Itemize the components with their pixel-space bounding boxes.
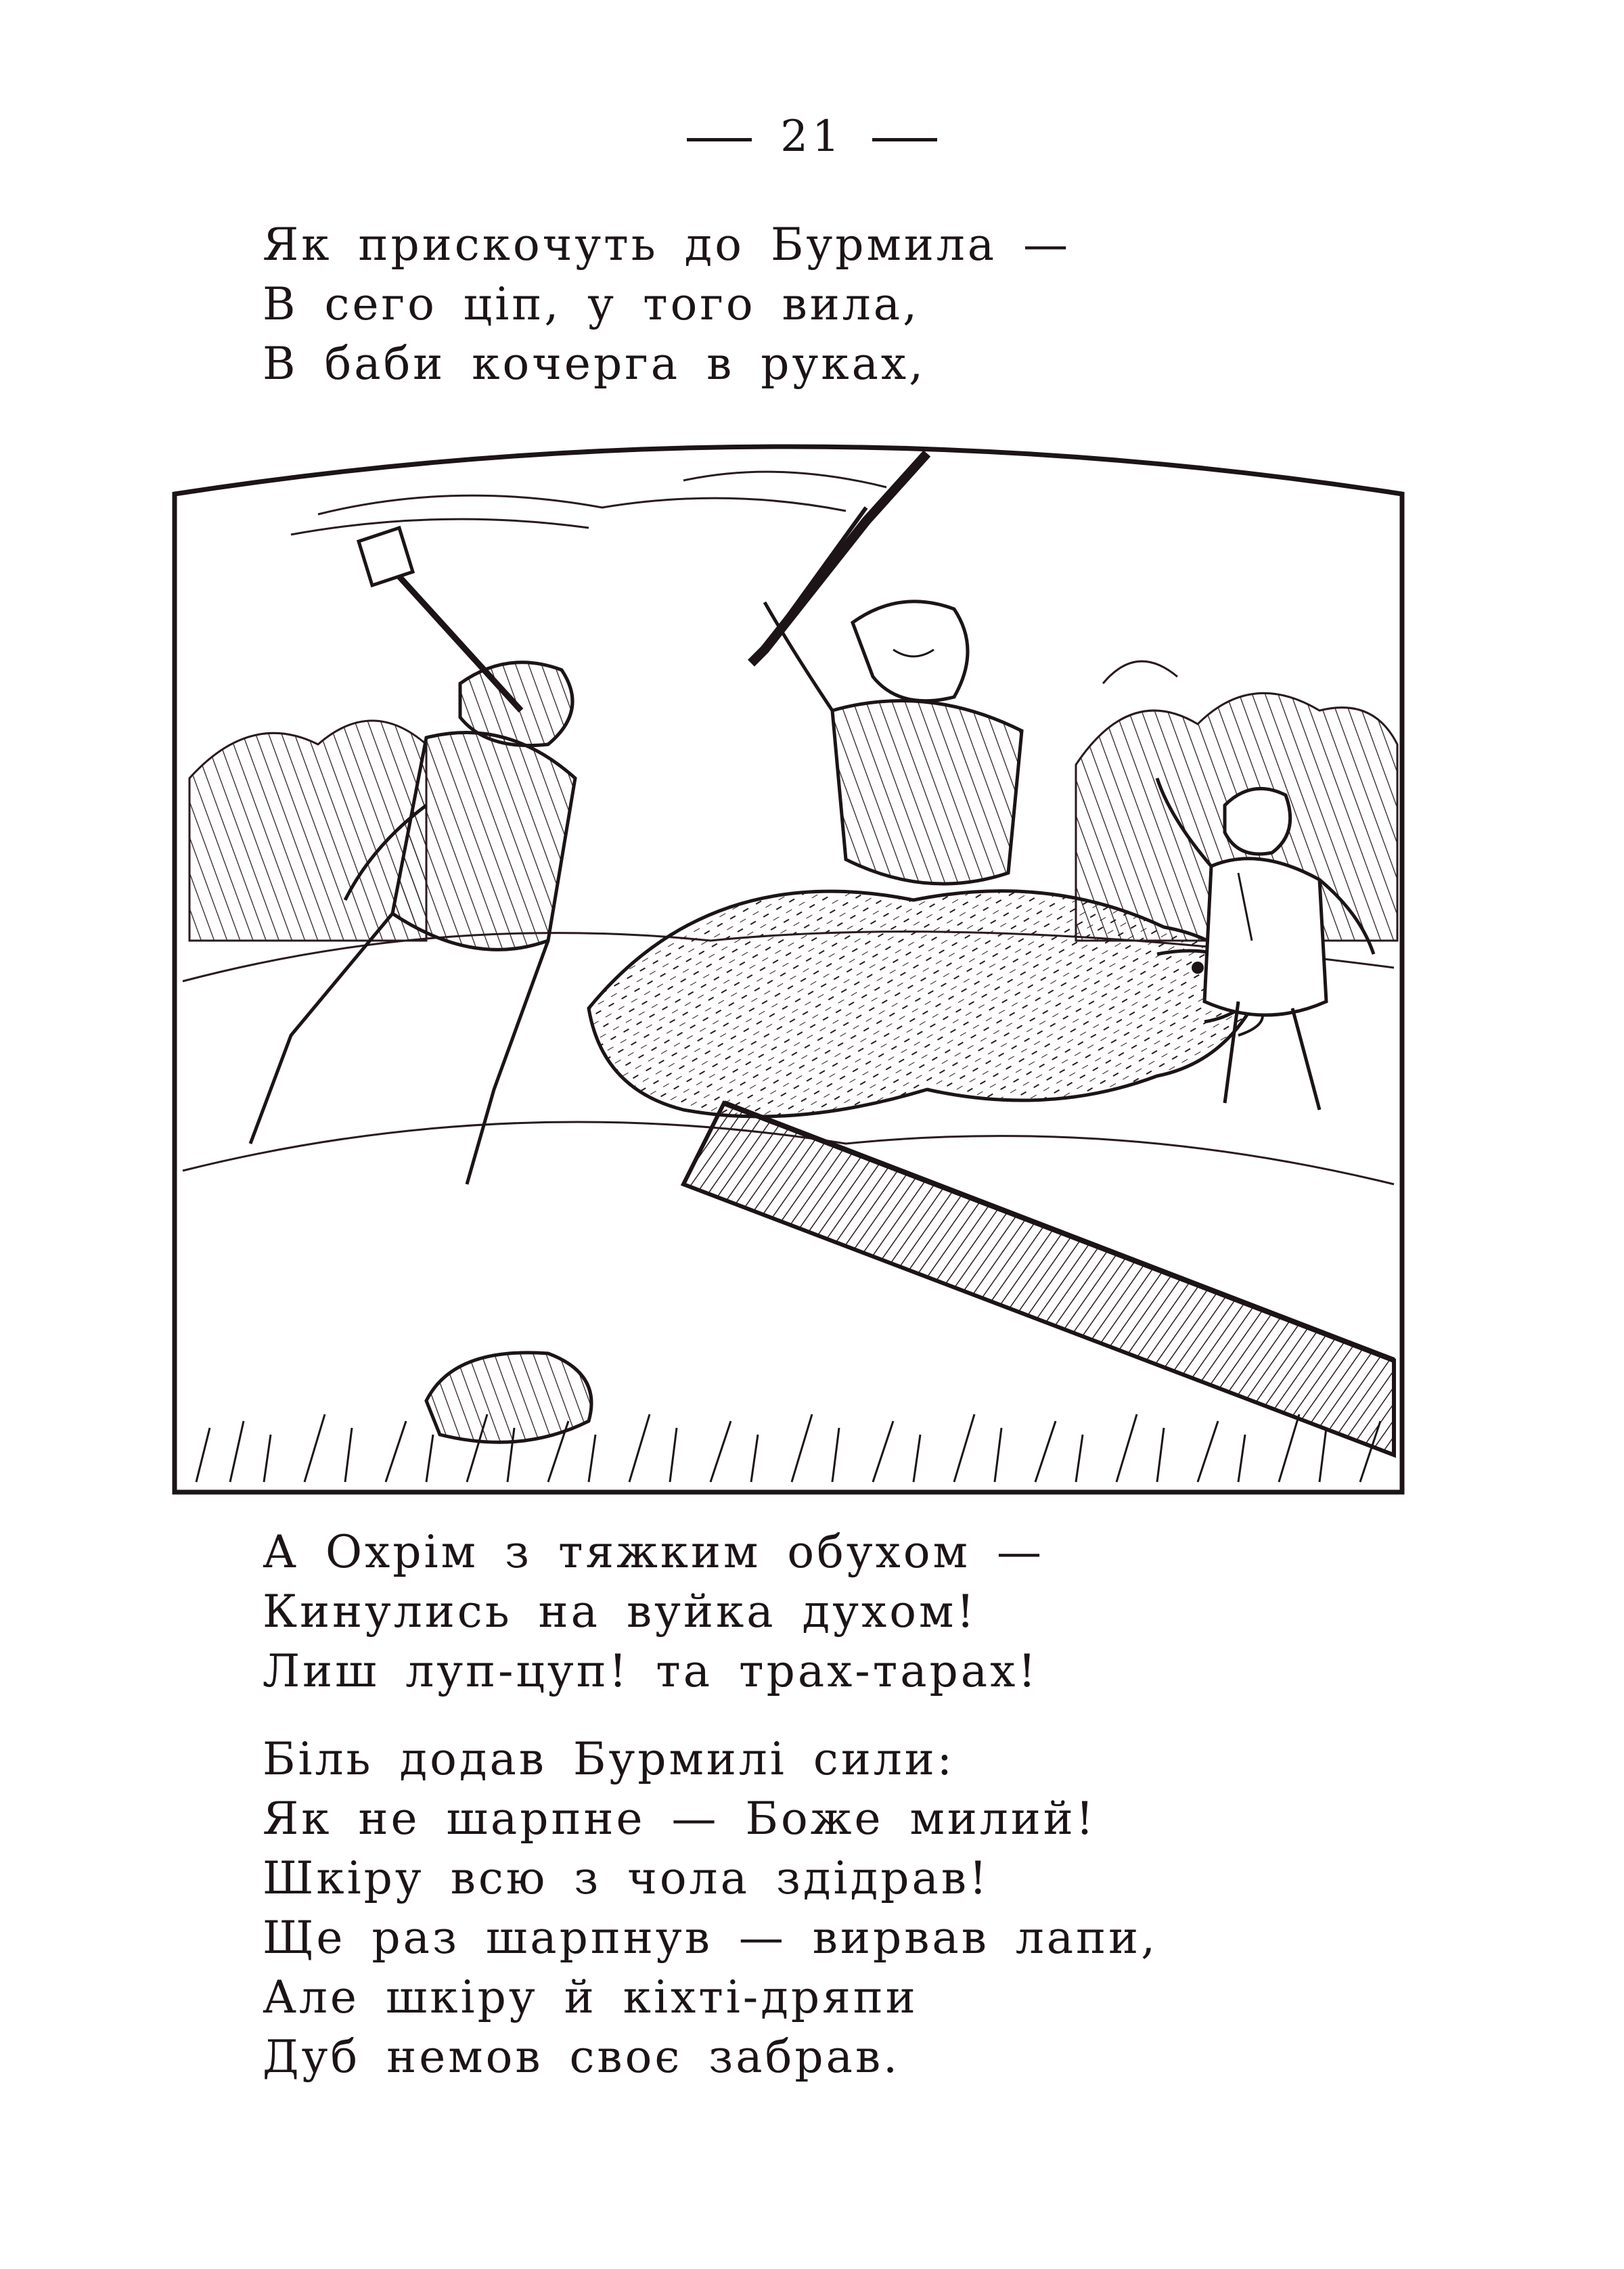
verse-line: Шкіру всю з чола здідрав! bbox=[263, 1852, 990, 1904]
verse-line: А Охрім з тяжким обухом — bbox=[263, 1526, 1044, 1578]
verse-line: Лиш луп-цуп! та трах-тарах! bbox=[263, 1645, 1039, 1697]
verse-line: Але шкіру й кіхті-дряпи bbox=[263, 1971, 918, 2023]
verse-line: Кинулись на вуйка духом! bbox=[263, 1586, 977, 1638]
verse-line: Як не шарпне — Боже милий! bbox=[263, 1793, 1097, 1845]
page-number-dash-left bbox=[687, 138, 752, 141]
verse-line: Ще раз шарпнув — вирвав лапи, bbox=[263, 1912, 1158, 1964]
stanza-3 bbox=[263, 1730, 1158, 2087]
page-number bbox=[0, 112, 1624, 162]
verse-line: В сего ціп, у того вила, bbox=[263, 278, 920, 330]
page-number-text: 21 bbox=[780, 112, 844, 162]
verse-line: В баби кочерга в руках, bbox=[263, 338, 926, 390]
verse-line: Дуб немов своє забрав. bbox=[263, 2031, 901, 2083]
page-number-dash-right bbox=[872, 138, 937, 141]
illustration-drawing bbox=[169, 426, 1407, 1496]
stanza-2 bbox=[263, 1523, 1044, 1701]
verse-line: Біль додав Бурмилі сили: bbox=[263, 1733, 955, 1785]
illustration-bear-attack bbox=[169, 426, 1407, 1496]
stanza-1 bbox=[263, 215, 1070, 394]
verse-line: Як прискочуть до Бурмила — bbox=[263, 219, 1071, 271]
